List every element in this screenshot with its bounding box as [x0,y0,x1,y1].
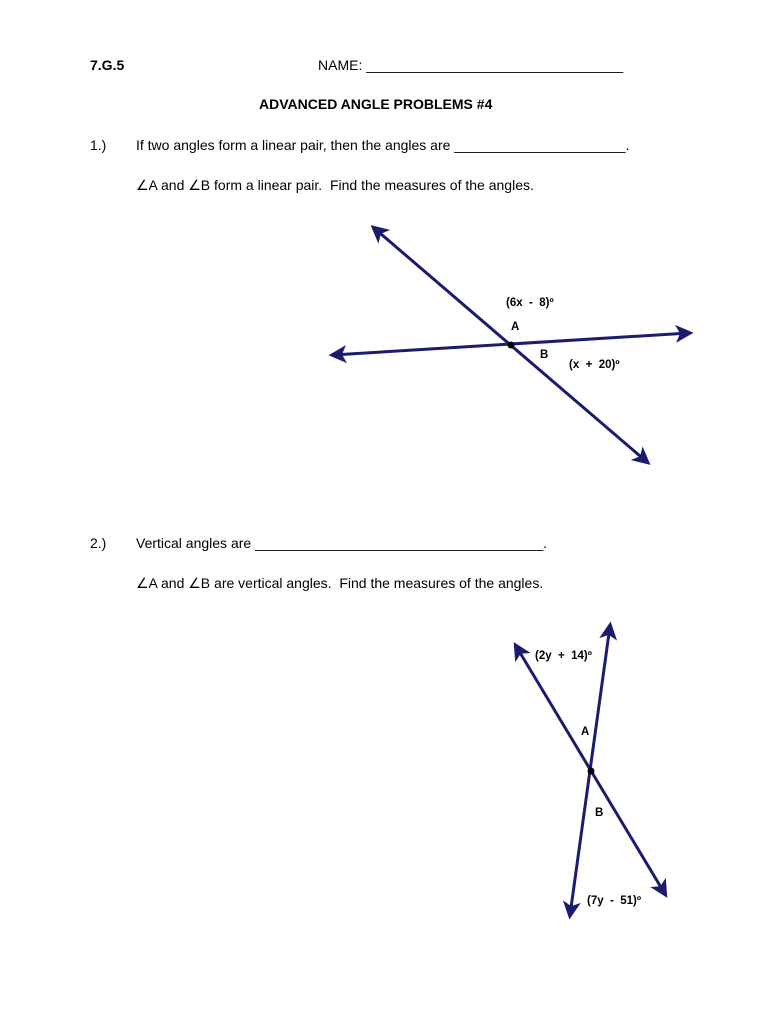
problem-2-instruction: ∠A and ∠B are vertical angles. Find the measures of the angles. [136,575,544,591]
name-field[interactable]: NAME: _________________________________ [318,57,624,73]
figure-1-label-b: B [540,349,549,361]
figure-2-vertical-angles [516,626,665,915]
figure-2-expression-a: (2y + 14)º [535,650,592,662]
page-title: ADVANCED ANGLE PROBLEMS #4 [259,96,493,112]
figure-1-linear-pair [333,228,689,462]
figure-2-label-b: B [595,807,604,819]
problem-1-prompt[interactable]: If two angles form a linear pair, then the angles are ______________________. [136,137,630,153]
standard-code: 7.G.5 [90,57,125,73]
figure-2-expression-b: (7y - 51)º [587,895,642,907]
figure-1-expression-b: (x + 20)º [569,359,620,371]
figure-1-label-a: A [511,321,520,333]
figure-1-expression-a: (6x - 8)º [506,297,554,309]
problem-1-number: 1.) [90,137,107,153]
figure-2-label-a: A [581,726,590,738]
figure-1-vertex-dot [508,342,515,349]
problem-2-number: 2.) [90,535,107,551]
problem-2-prompt[interactable]: Vertical angles are _____________________________________. [136,535,548,551]
problem-1-instruction: ∠A and ∠B form a linear pair. Find the measures of the angles. [136,177,534,193]
figure-2-vertex-dot [588,768,595,775]
